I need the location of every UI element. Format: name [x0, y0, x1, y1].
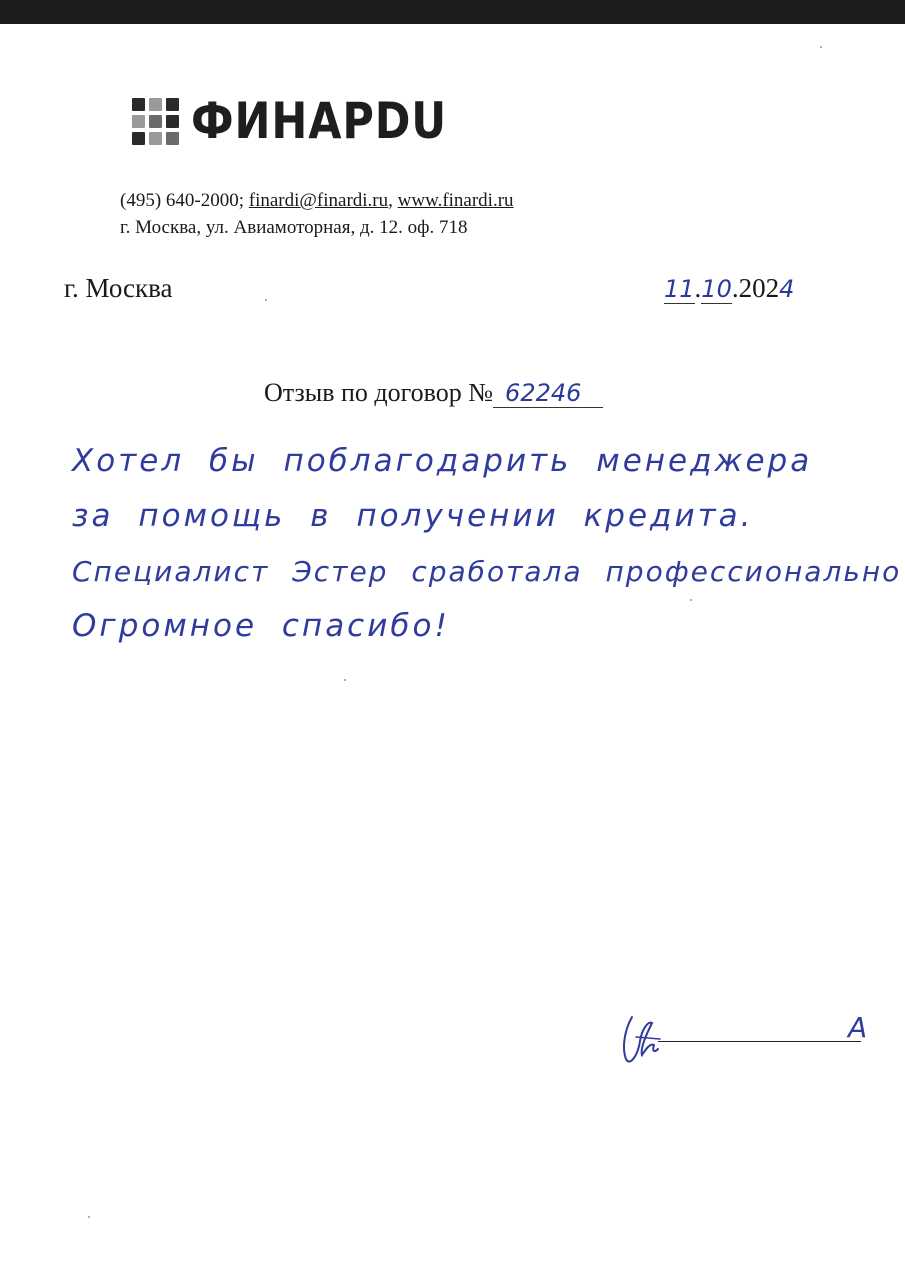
separator: ,	[388, 190, 393, 211]
document-date	[664, 273, 794, 304]
date-year-last: 4	[779, 275, 795, 303]
contact-block	[120, 187, 514, 241]
finardi-grid-logo-icon	[132, 98, 179, 145]
document-title	[264, 378, 603, 408]
phone-number: (495) 640-2000;	[120, 190, 245, 211]
scan-speck	[820, 46, 822, 48]
logo-tile	[132, 98, 145, 111]
contract-number: 62246	[493, 379, 603, 408]
review-line: Огромное спасибо!	[72, 608, 450, 644]
company-logo	[132, 92, 489, 150]
scan-speck	[88, 1216, 90, 1218]
review-line: за помощь в получении кредита.	[72, 498, 754, 534]
handwritten-signature-icon	[618, 1009, 668, 1079]
logo-tile	[132, 132, 145, 145]
date-year-prefix: 202	[738, 273, 780, 303]
contact-line	[120, 187, 514, 214]
signature-line	[658, 1041, 861, 1042]
website-link[interactable]: www.finardi.ru	[397, 190, 514, 211]
scan-speck	[344, 679, 346, 681]
company-name: ФИНАРDU	[191, 92, 448, 150]
signature-initial: А	[848, 1011, 868, 1044]
email-link[interactable]: finardi@finardi.ru	[248, 190, 389, 211]
logo-tile	[166, 98, 179, 111]
signature-block	[618, 1009, 878, 1079]
address-line: г. Москва, ул. Авиамоторная, д. 12. оф. 718	[120, 217, 468, 238]
review-line: Хотел бы поблагодарить менеджера	[72, 443, 813, 479]
document-page	[0, 24, 905, 1280]
city-label: г. Москва	[64, 273, 173, 303]
scan-speck	[265, 299, 267, 301]
logo-tile	[149, 132, 162, 145]
date-separator: .	[694, 273, 702, 303]
review-line: Специалист Эстер сработала профессионально	[72, 555, 902, 588]
scan-top-edge	[0, 0, 905, 24]
logo-tile	[149, 115, 162, 128]
logo-tile	[149, 98, 162, 111]
title-text: Отзыв по договор №	[264, 378, 494, 407]
date-day: 11	[664, 275, 695, 303]
logo-tile	[166, 115, 179, 128]
date-separator: .	[731, 273, 739, 303]
scan-speck	[690, 599, 692, 601]
logo-tile	[166, 132, 179, 145]
logo-tile	[132, 115, 145, 128]
handwritten-review	[72, 434, 902, 654]
date-month: 10	[701, 275, 732, 303]
